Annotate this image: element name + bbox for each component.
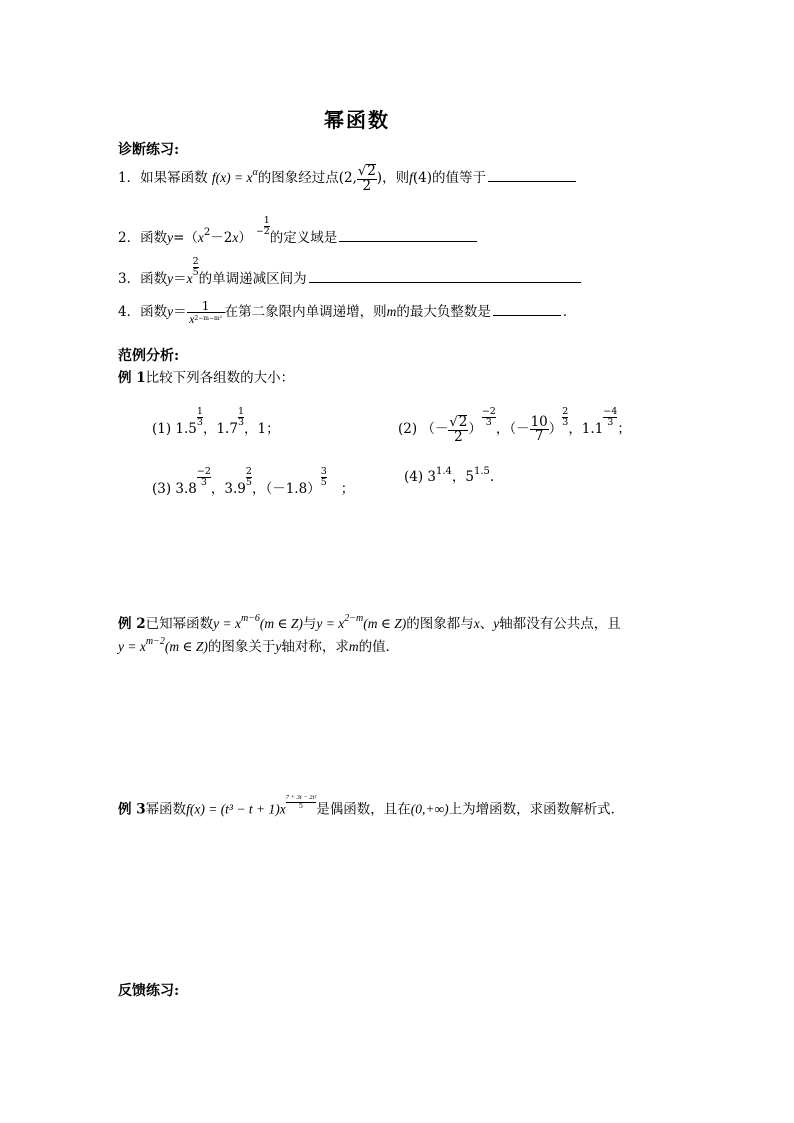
ex2-text-e: 的图象关于 xyxy=(207,639,276,655)
ex1-p2-fraction-b xyxy=(530,413,549,445)
q1-sqrt-value: 2 xyxy=(367,163,376,179)
ex1-p2-exp1-num: −2 xyxy=(481,406,496,417)
q4-den-exponent: 2−m−m² xyxy=(194,315,223,322)
example-1-part-2 xyxy=(398,407,631,444)
q1-exponent-alpha: α xyxy=(252,166,258,178)
ex1-p4-a: 3 xyxy=(427,469,437,485)
example-1-label: 例 1 xyxy=(118,370,146,386)
ex2-y-axis-2: y xyxy=(275,639,282,654)
ex1-p2-exp3-den: 3 xyxy=(603,417,617,428)
ex2-text-g: 的值． xyxy=(358,639,400,655)
ex1-p3-a-exp-num: −2 xyxy=(196,466,211,477)
q4-end: ． xyxy=(562,304,577,320)
example-3-label: 例 3 xyxy=(118,801,146,818)
q1-text-c: ，则 xyxy=(382,170,410,186)
q1-point-open: (2, xyxy=(338,170,357,186)
example-2-label: 例 2 xyxy=(118,616,146,632)
ex1-p2-mid-close: ） xyxy=(548,421,563,438)
example-2-line-2 xyxy=(118,637,399,659)
section-diagnostic: 诊断练习: xyxy=(118,142,180,158)
ex1-p3-b-exp-den: 5 xyxy=(245,476,252,488)
ex1-p3-b: ，3.9 xyxy=(210,481,246,498)
ex1-p3-c-exp-den: 5 xyxy=(320,476,327,488)
q3-text-a: 函数 xyxy=(140,271,168,288)
ex1-p2-exp3-num: −4 xyxy=(603,406,618,417)
ex1-p2-exp2-num: 2 xyxy=(562,406,569,417)
q4-number: 4． xyxy=(118,304,141,320)
q2-number: 2． xyxy=(118,230,141,247)
question-4 xyxy=(118,300,576,325)
q1-point-close: ) xyxy=(376,170,383,186)
example-1-text: 比较下列各组数的大小： xyxy=(145,370,295,386)
ex3-exp-den: 5 xyxy=(286,802,317,810)
radical-icon: √ xyxy=(357,164,367,179)
ex3-text-b: 是偶函数，且在 xyxy=(316,801,411,818)
radical-icon: √ xyxy=(449,415,458,431)
ex2-x-axis: x xyxy=(473,616,480,631)
ex1-p2-exp2-den: 3 xyxy=(562,416,569,428)
ex1-p2-exp3 xyxy=(603,407,617,427)
ex3-exp-num: 7 + 3t − 2t² xyxy=(285,794,317,801)
question-2 xyxy=(118,216,479,250)
q4-eq: ＝ xyxy=(173,304,187,320)
q1-text-d: 的值等于 xyxy=(431,170,486,186)
q1-text-b: 的图象经过点 xyxy=(257,170,339,186)
q1-func-body: (x) = x xyxy=(215,170,253,185)
ex1-p1-b-exp-den: 3 xyxy=(237,416,244,428)
ex3-exponent xyxy=(286,795,317,809)
ex1-p1-sep: ，1.7 xyxy=(202,421,238,438)
example-3 xyxy=(118,795,624,819)
ex2-sep: 、 xyxy=(479,616,494,632)
ex1-p2-exp1 xyxy=(482,407,496,427)
q3-exp-num: 2 xyxy=(192,256,199,267)
ex2-text-f: 轴对称，求 xyxy=(281,639,349,655)
ex2-cond-1: (m ∈ Z) xyxy=(259,616,303,631)
ex1-p3-a: 3.8 xyxy=(175,481,197,498)
ex1-p3-a-exp xyxy=(197,467,211,487)
q4-y: y xyxy=(167,304,174,319)
q3-exp-den: 5 xyxy=(192,266,199,278)
ex3-text-c: 上为增函数，求函数解析式． xyxy=(448,801,625,818)
q3-y: y xyxy=(167,271,174,287)
q1-text-a: 如果幂函数 xyxy=(140,170,208,186)
q4-fraction xyxy=(187,300,225,325)
q1-func-f: f xyxy=(211,170,216,185)
q4-text-a: 函数 xyxy=(140,304,168,320)
ex3-interval: (0,+∞) xyxy=(410,801,449,817)
ex1-p2-tag: (2) xyxy=(398,421,418,438)
q2-answer-blank[interactable] xyxy=(339,240,477,242)
question-3 xyxy=(118,257,583,289)
q2-exp-sign: − xyxy=(256,226,264,237)
ex1-p2-exp1-den: 3 xyxy=(482,417,496,428)
ex2-func-1: y = x xyxy=(213,616,241,631)
ex2-exp-3: m−2 xyxy=(145,635,165,647)
ex1-p2-fraction-a xyxy=(448,415,468,444)
q3-eq: ＝ xyxy=(173,271,187,288)
q2-text-b: 的定义域是 xyxy=(269,230,338,247)
q1-denominator: 2 xyxy=(357,179,377,194)
q1-point-fraction xyxy=(357,164,377,193)
q4-den-x: x xyxy=(189,312,195,326)
q2-exp-num: 1 xyxy=(263,215,270,226)
q1-arg: (4) xyxy=(412,170,432,186)
ex1-p4-tail: . xyxy=(489,469,495,485)
ex1-p4-a-exp: 1.4 xyxy=(436,465,452,477)
q2-eq: =（ xyxy=(173,230,198,247)
q1-number: 1． xyxy=(118,170,141,186)
ex1-p3-c: ，（－1.8） xyxy=(251,481,321,498)
ex1-p4-tag: (4) xyxy=(404,469,424,485)
ex1-p3-b-exp-num: 2 xyxy=(245,466,252,477)
ex1-p1-tag: (1) xyxy=(152,421,172,438)
ex1-p4-sep: ，5 xyxy=(451,469,475,485)
page-title: 幂函数 xyxy=(324,108,390,132)
ex1-p1-b-exp-num: 1 xyxy=(237,406,244,417)
ex1-p2-frac-den: 7 xyxy=(530,429,549,444)
ex2-y-axis: y xyxy=(493,616,500,631)
ex2-text-b: 与 xyxy=(302,616,317,632)
q3-x: x xyxy=(186,271,193,287)
q1-func-f2: f xyxy=(409,170,413,185)
example-1-part-3 xyxy=(152,467,354,499)
q3-text-b: 的单调递减区间为 xyxy=(198,271,307,288)
q3-number: 3． xyxy=(118,271,141,288)
ex1-p4-b-exp: 1.5 xyxy=(474,465,490,477)
ex1-p2-open: （－ xyxy=(421,421,449,438)
q2-square: 2 xyxy=(203,226,211,238)
ex2-text-a: 已知幂函数 xyxy=(145,616,214,632)
q3-answer-blank[interactable] xyxy=(309,281,581,283)
ex3-text-a: 幂函数 xyxy=(145,801,187,818)
ex1-p2-mid-open: ，（－ xyxy=(495,421,530,438)
q2-minus: －2 xyxy=(210,230,233,247)
ex1-p1-tail: ，1； xyxy=(243,421,280,438)
q2-x2: x xyxy=(232,230,239,246)
example-1-part-4 xyxy=(404,467,494,489)
example-1-heading xyxy=(118,368,294,388)
q4-m: m xyxy=(386,304,397,319)
q1-answer-blank[interactable] xyxy=(488,180,576,182)
ex2-exp-2: 2−m xyxy=(344,612,364,624)
ex2-text-d: 轴都没有公共点，且 xyxy=(499,616,621,632)
ex1-p2-last: ，1.1 xyxy=(568,421,604,438)
ex2-m: m xyxy=(348,639,359,654)
ex1-p1-a-exp-den: 3 xyxy=(196,416,203,428)
example-1-part-1 xyxy=(152,407,280,439)
q2-close: ） xyxy=(238,230,252,247)
ex2-text-c: 的图象都与 xyxy=(406,616,474,632)
ex2-exp-1: m−6 xyxy=(240,612,260,624)
ex1-p1-a-exp-num: 1 xyxy=(196,406,203,417)
ex1-p3-tag: (3) xyxy=(152,481,172,498)
section-feedback: 反馈练习: xyxy=(118,983,180,999)
ex1-p2-tail: ； xyxy=(617,421,631,438)
ex1-p2-den: 2 xyxy=(448,430,468,445)
q4-answer-blank[interactable] xyxy=(493,314,561,316)
q4-numerator: 1 xyxy=(201,299,210,313)
q4-denominator xyxy=(187,312,225,325)
ex1-p1-a: 1.5 xyxy=(175,421,197,438)
q2-x: x xyxy=(197,230,204,246)
ex3-func: f(x) = (t³ − t + 1)x xyxy=(186,801,286,817)
q2-text-a: 函数 xyxy=(140,230,168,247)
ex2-cond-2: (m ∈ Z) xyxy=(363,616,407,631)
ex2-cond-3: (m ∈ Z) xyxy=(164,639,208,654)
section-examples: 范例分析: xyxy=(118,348,180,364)
ex1-p3-c-exp-num: 3 xyxy=(320,466,327,477)
ex1-p3-c-exp xyxy=(321,467,327,487)
ex1-p2-sqrt: 2 xyxy=(458,414,468,431)
ex1-p2-close: ） xyxy=(468,421,482,438)
ex1-p2-frac-num: 10 xyxy=(530,413,548,430)
q2-exp-den: 2 xyxy=(263,225,270,237)
example-2-line-1 xyxy=(118,614,621,636)
q2-y: y xyxy=(167,230,174,246)
ex1-p3-tail: ； xyxy=(340,481,355,498)
ex2-func-3: y = x xyxy=(118,639,146,654)
question-1 xyxy=(118,164,578,193)
q4-text-b: 在第二象限内单调递增，则 xyxy=(224,304,387,320)
ex2-func-2: y = x xyxy=(316,616,345,631)
ex1-p3-a-exp-den: 3 xyxy=(197,477,211,488)
q4-text-c: 的最大负整数是 xyxy=(396,304,491,320)
